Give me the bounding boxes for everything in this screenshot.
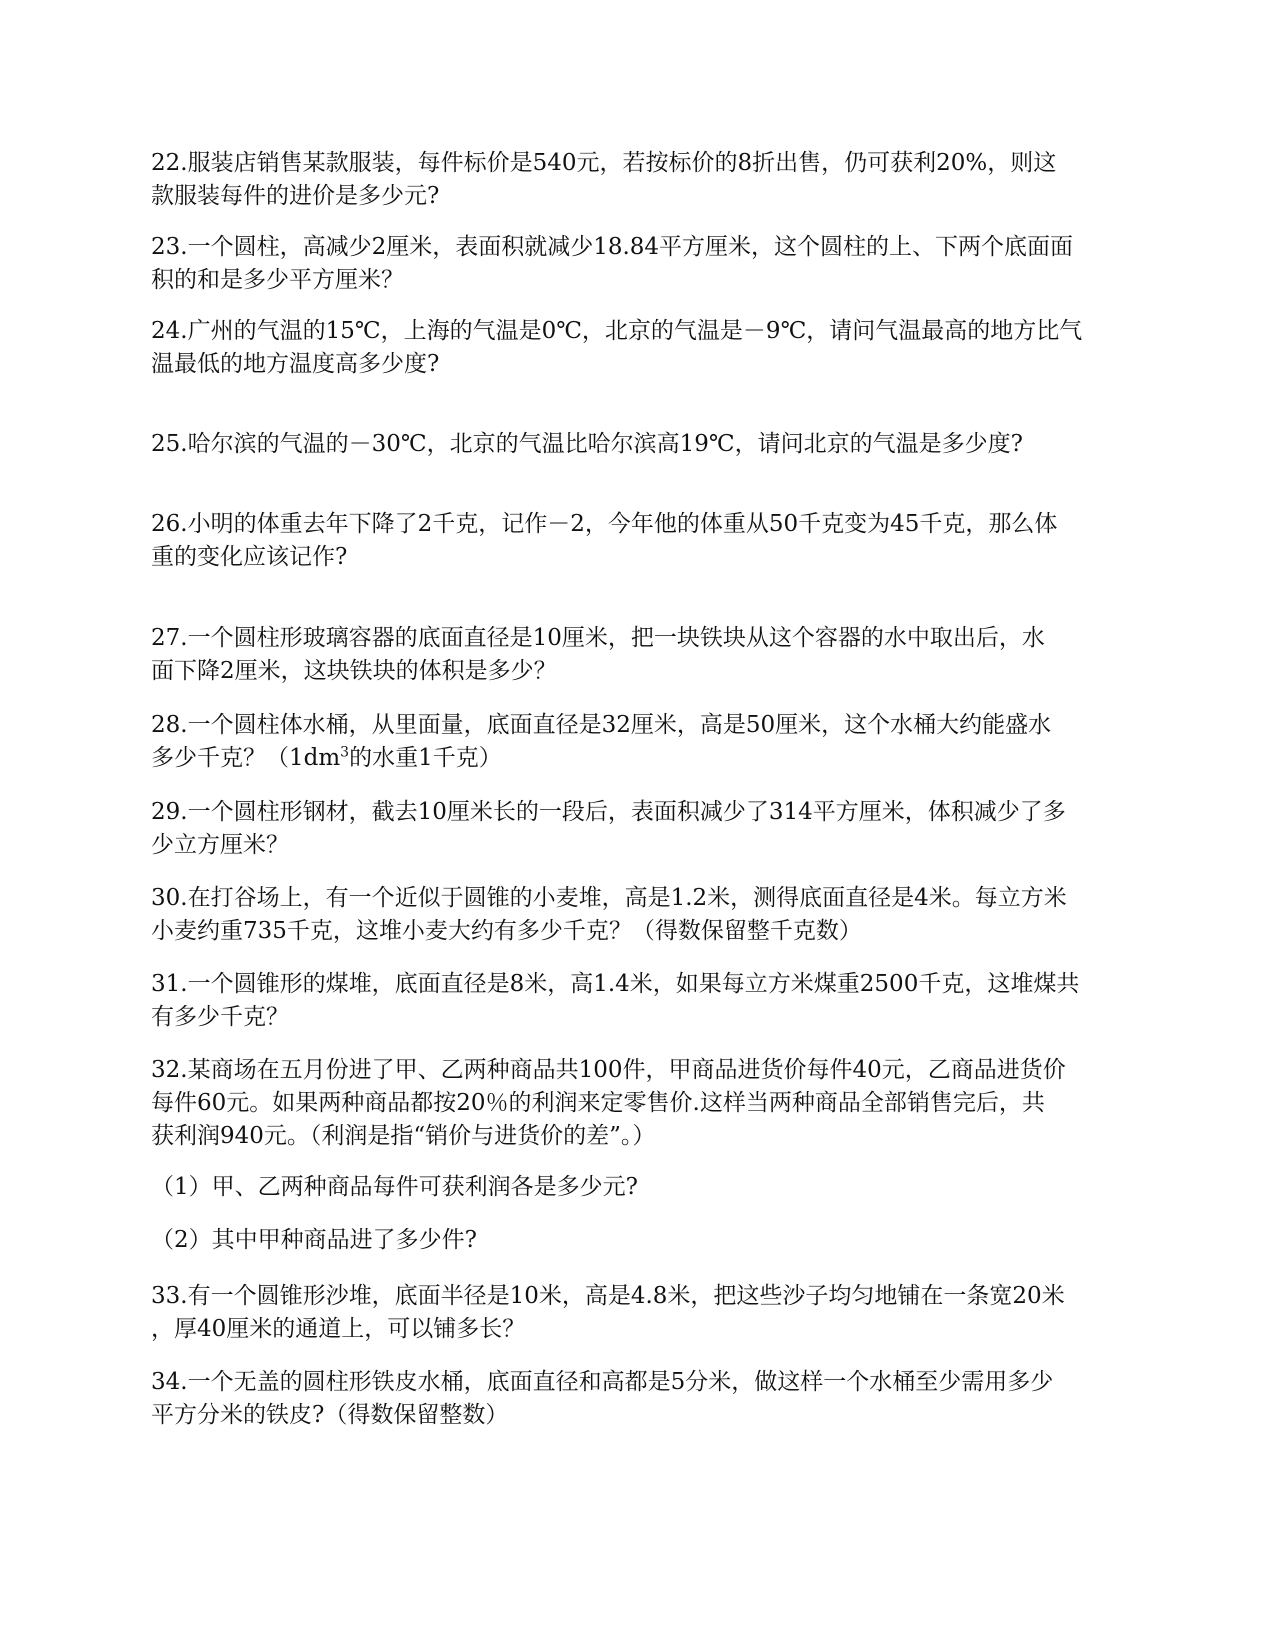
question-32-part-2	[151, 1224, 1131, 1257]
question-line: 积的和是多少平方厘米？	[151, 267, 404, 293]
question-line: 27.一个圆柱形玻璃容器的底面直径是10厘米，把一块铁块从这个容器的水中取出后，水	[151, 625, 1045, 651]
line-text: 多少千克？（1dm	[151, 745, 341, 771]
question-line: 33.有一个圆锥形沙堆，底面半径是10米，高是4.8米，把这些沙子均匀地铺在一条宽20米	[151, 1283, 1065, 1309]
question-line: 31.一个圆锥形的煤堆，底面直径是8米，高1.4米，如果每立方米煤重2500千克，这堆煤共	[151, 971, 1080, 997]
question-line: 34.一个无盖的圆柱形铁皮水桶，底面直径和高都是5分米，做这样一个水桶至少需用多少	[151, 1369, 1054, 1395]
question-line: 23.一个圆柱，高减少2厘米，表面积就减少18.84平方厘米，这个圆柱的上、下两个底面面	[151, 234, 1074, 260]
question-line: 22.服装店销售某款服装，每件标价是540元，若按标价的8折出售，仍可获利20%，则这	[151, 150, 1057, 176]
question-line: 有多少千克？	[151, 1004, 289, 1030]
question-line: 每件60元。如果两种商品都按20％的利润来定零售价.这样当两种商品全部销售完后，共	[151, 1090, 1045, 1116]
question-line: 款服装每件的进价是多少元?	[151, 183, 440, 209]
question-30	[151, 882, 1131, 948]
question-32	[151, 1054, 1131, 1153]
question-28	[151, 709, 1131, 775]
question-26	[151, 508, 1131, 574]
question-line: 28.一个圆柱体水桶，从里面量，底面直径是32厘米，高是50厘米，这个水桶大约能盛水	[151, 712, 1052, 738]
question-line: （1）甲、乙两种商品每件可获利润各是多少元?	[151, 1174, 638, 1200]
question-27	[151, 622, 1131, 688]
superscript: 3	[340, 744, 350, 761]
question-34	[151, 1366, 1131, 1432]
question-line: 29.一个圆柱形钢材，截去10厘米长的一段后，表面积减少了314平方厘米，体积减少了多	[151, 799, 1066, 825]
question-22	[151, 147, 1131, 213]
question-line: 少立方厘米？	[151, 832, 289, 858]
question-line: 32.某商场在五月份进了甲、乙两种商品共100件，甲商品进货价每件40元，乙商品进货价	[151, 1057, 1066, 1083]
question-line: 24.广州的气温的15℃，上海的气温是0℃，北京的气温是－9℃，请问气温最高的地方比气	[151, 318, 1083, 344]
question-23	[151, 231, 1131, 297]
question-29	[151, 796, 1131, 862]
question-24	[151, 315, 1131, 381]
question-line: 26.小明的体重去年下降了2千克，记作－2，今年他的体重从50千克变为45千克，那么体	[151, 511, 1058, 537]
line-text: 的水重1千克）	[349, 745, 502, 771]
question-line: （2）其中甲种商品进了多少件?	[151, 1227, 477, 1253]
question-line: 25.哈尔滨的气温的－30℃，北京的气温比哈尔滨高19℃，请问北京的气温是多少度?	[151, 431, 1023, 457]
question-25	[151, 428, 1131, 461]
question-line	[151, 742, 1131, 775]
question-line: 面下降2厘米，这块铁块的体积是多少？	[151, 658, 557, 684]
question-line: 重的变化应该记作?	[151, 544, 348, 570]
question-line: 温最低的地方温度高多少度?	[151, 351, 440, 377]
question-line: ，厚40厘米的通道上，可以铺多长？	[151, 1316, 526, 1342]
question-32-part-1	[151, 1171, 1131, 1204]
question-line: 平方分米的铁皮?（得数保留整数）	[151, 1402, 509, 1428]
question-line: 30.在打谷场上，有一个近似于圆锥的小麦堆，高是1.2米，测得底面直径是4米。每立方米	[151, 885, 1067, 911]
question-line: 小麦约重735千克，这堆小麦大约有多少千克？（得数保留整千克数）	[151, 918, 862, 944]
question-31	[151, 968, 1131, 1034]
question-line: 获利润940元。（利润是指“销价与进货价的差”。）	[151, 1123, 656, 1149]
question-33	[151, 1280, 1131, 1346]
